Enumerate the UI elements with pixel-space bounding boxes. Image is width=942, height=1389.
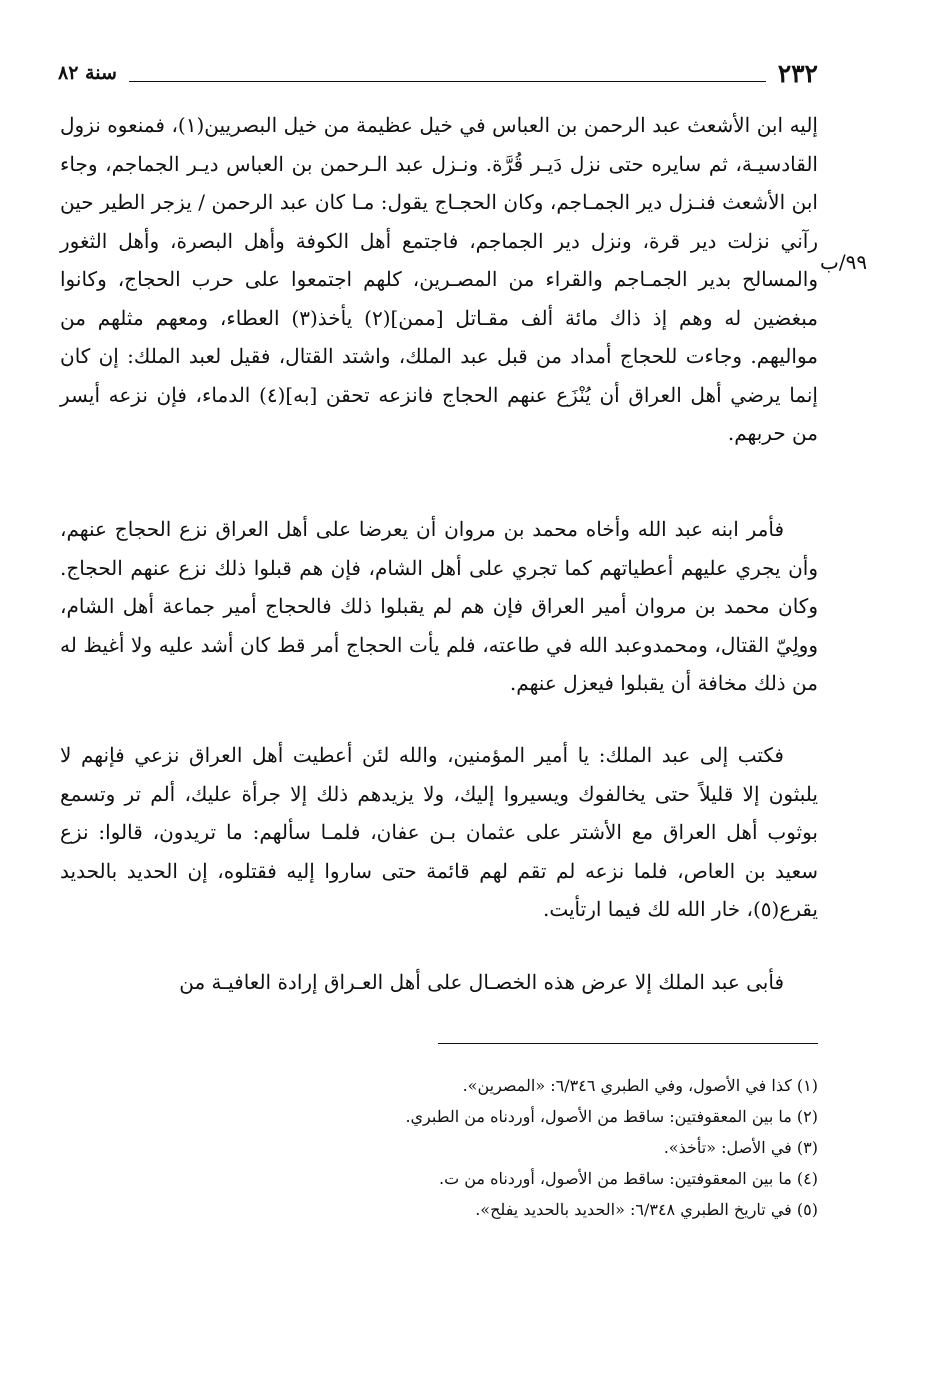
footnote-3: (٣) في الأصل: «تأخذ». bbox=[663, 1138, 818, 1157]
paragraph-text: إليه ابن الأشعث عبد الرحمن بن العباس في خيل عظيمة من خيل البصريين(١)، فمنعوه نزول القادسيـة، ثم سايره حتى نزل دَيـر قُرَّة. ونـزل عبد الـرحمن بن العباس ديـر الجماجم، وجاء ابن الأشعث فنـزل دير الجمـاجم، وكان الحجـاج يقول: مـا كان عبد الرحمن / يزجر الطير حين رآني نزلت دير قرة، ونزل دير الجماجم، فاجتمع أهل الكوفة وأهل البصرة، وأهل الثغور والمسالح بدير الجمـاجم والقراء من المصـرين، كلهم اجتمعوا على حرب الحجاج، وكانوا مبغضين له وهم إذ ذاك مائة ألف مقـاتل [ممن](٢) يأخذ(٣) العطاء، ومعهم مثلهم من مواليهم. وجاءت للحجاج أمداد من قبل عبد الملك، واشتد القتال، فقيل لعبد الملك: إن كان إنما يرضي أهل العراق أن يُنْزَع عنهم الحجاج فانزعه تحقن [به](٤) الدماء، فإن نزعه أيسر من حربهم. bbox=[60, 113, 818, 445]
footnotes bbox=[200, 1070, 818, 1225]
page-number: ٢٣٢ bbox=[777, 58, 818, 88]
paragraph-3 bbox=[60, 736, 818, 929]
page-header bbox=[58, 56, 818, 90]
paragraph-1 bbox=[60, 106, 818, 453]
paragraph-2 bbox=[60, 510, 818, 703]
manuscript-folio-marker: ٩٩/ب bbox=[820, 250, 868, 274]
footnote-2: (٢) ما بين المعقوفتين: ساقط من الأصول، أوردناه من الطبري. bbox=[405, 1107, 818, 1126]
footnote-separator bbox=[438, 1043, 818, 1044]
paragraph-text: فأمر ابنه عبد الله وأخاه محمد بن مروان أن يعرضا على أهل العراق نزع الحجاج عنهم، وأن يجري عليهم أعطياتهم كما تجري على أهل الشام، فإن هم قبلوا ذلك نزع عنهم الحجاج. وكان محمد بن مروان أمير العراق فإن هم لم يقبلوا ذلك فالحجاج أمير جماعة أهل الشام، وولِيّ القتال، ومحمدوعبد الله في طاعته، فلم يأت الحجاج أمر قط كان أشد عليه ولا أغيظ له من ذلك مخافة أن يقبلوا فيعزل عنهم. bbox=[60, 517, 819, 695]
paragraph-text: فكتب إلى عبد الملك: يا أمير المؤمنين، والله لئن أعطيت أهل العراق نزعي فإنهم لا يلبثون إلا قليلاً حتى يخالفوك ويسيروا إليك، ولا يزيدهم ذلك إلا جرأة عليك، ألم تر وتسمع بوثوب أهل العراق مع الأشتر على عثمان بـن عفان، فلمـا سألهم: ما تريدون، قالوا: نزع سعيد بن العاص، فلما نزعه لم تقم لهم قائمة حتى ساروا إليه فقتلوه، إن الحديد بالحديد يقرع(٥)، خار الله لك فيما ارتأيت. bbox=[60, 743, 818, 921]
paragraph-text: فأبى عبد الملك إلا عرض هذه الخصـال على أهل العـراق إرادة العافيـة من bbox=[179, 970, 784, 994]
running-head: سنة ٨٢ bbox=[58, 62, 117, 84]
footnote-4: (٤) ما بين المعقوفتين: ساقط من الأصول، أوردناه من ت. bbox=[439, 1169, 818, 1188]
footnote-5: (٥) في تاريخ الطبري ٦/٣٤٨: «الحديد بالحديد يفلح». bbox=[475, 1200, 818, 1219]
paragraph-4 bbox=[60, 963, 818, 1002]
header-rule bbox=[129, 81, 766, 82]
footnote-1: (١) كذا في الأصول، وفي الطبري ٦/٣٤٦: «المصرين». bbox=[462, 1076, 818, 1095]
